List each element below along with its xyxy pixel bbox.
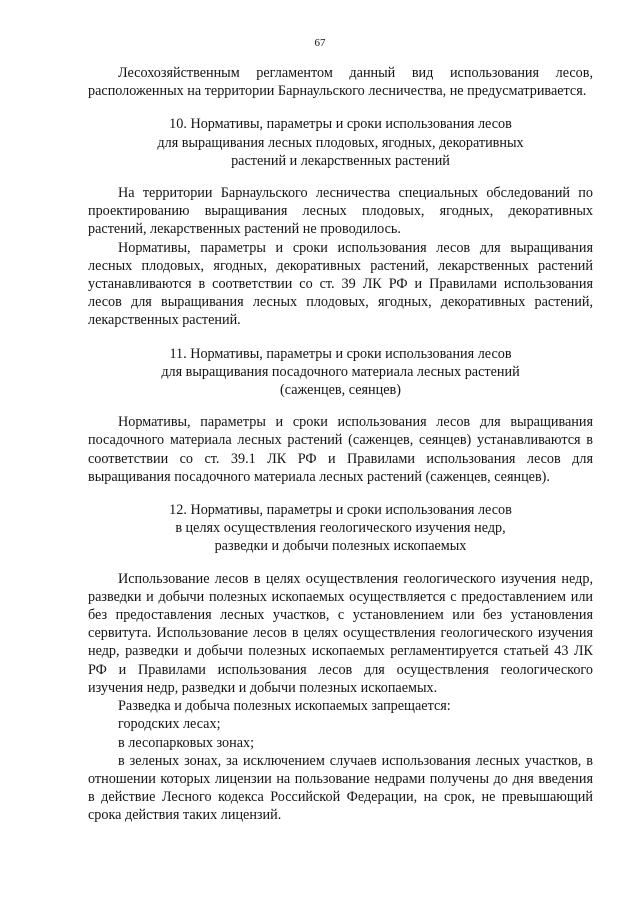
heading-line: для выращивания посадочного материала лесных растений (161, 363, 520, 380)
list-item: в зеленых зонах, за исключением случаев использования лесных участков, в отношении которых лицензии на пользование недрами получены до дня введения в действие Лесного кодекса Российской Федерации, на срок, не превышающий срока действия таких лицензий. (88, 752, 593, 824)
heading-line: растений и лекарственных растений (231, 152, 450, 169)
heading-line: 11. Нормативы, параметры и сроки использования лесов (169, 345, 512, 362)
prohibition-statement: Разведка и добыча полезных ископаемых запрещается: (118, 698, 451, 715)
section-10-paragraph: Нормативы, параметры и сроки использования лесов для выращивания лесных плодовых, ягодных, декоративных растений, лекарственных растений устанавливаются в соответствии со ст. 39 ЛК РФ и Правилами использования лесов для выращивания лесных плодовых, ягодных, декоративных растений, лекарственных растений. (88, 239, 593, 329)
intro-paragraph: Лесохозяйственным регламентом данный вид использования лесов, расположенных на территории Барнаульского лесничества, не предусматривается. (88, 65, 593, 100)
list-item: городских лесах; (118, 716, 221, 733)
page-number: 67 (314, 37, 326, 49)
section-10-paragraph: На территории Барнаульского лесничества специальных обследований по проектированию выращивания лесных плодовых, ягодных, декоративных растений, лекарственных растений не проводилось. (88, 185, 593, 238)
heading-line: разведки и добычи полезных ископаемых (214, 538, 467, 555)
section-12-paragraph: Использование лесов в целях осуществления геологического изучения недр, разведки и добычи полезных ископаемых осуществляется с предоставлением или без предоставления лесных участков, с установлением или без установления сервитута. Использование лесов в целях осуществления геологического изучения недр, разведки и добычи полезных ископаемых регламентируется статьей 43 ЛК РФ и Правилами использования лесов для осуществления геологического изучения недр, разведки и добычи полезных ископаемых. (88, 570, 593, 696)
list-item: в лесопарковых зонах; (118, 734, 255, 751)
heading-line: 12. Нормативы, параметры и сроки использования лесов (169, 502, 512, 519)
section-11-heading (88, 345, 593, 400)
heading-line: в целях осуществления геологического изучения недр, (175, 520, 506, 537)
section-11-paragraph: Нормативы, параметры и сроки использования лесов для выращивания посадочного материала лесных растений (саженцев, сеянцев) устанавливаются в соответствии со ст. 39.1 ЛК РФ и Правилами использования лесов для выращивания посадочного материала лесных растений (саженцев, сеянцев). (88, 414, 593, 485)
section-10-heading (88, 115, 593, 170)
heading-line: 10. Нормативы, параметры и сроки использования лесов (169, 116, 512, 133)
heading-line: (саженцев, сеянцев) (280, 382, 401, 399)
document-body (88, 64, 593, 825)
section-12-heading (88, 501, 593, 556)
heading-line: для выращивания лесных плодовых, ягодных, декоративных (157, 134, 524, 151)
